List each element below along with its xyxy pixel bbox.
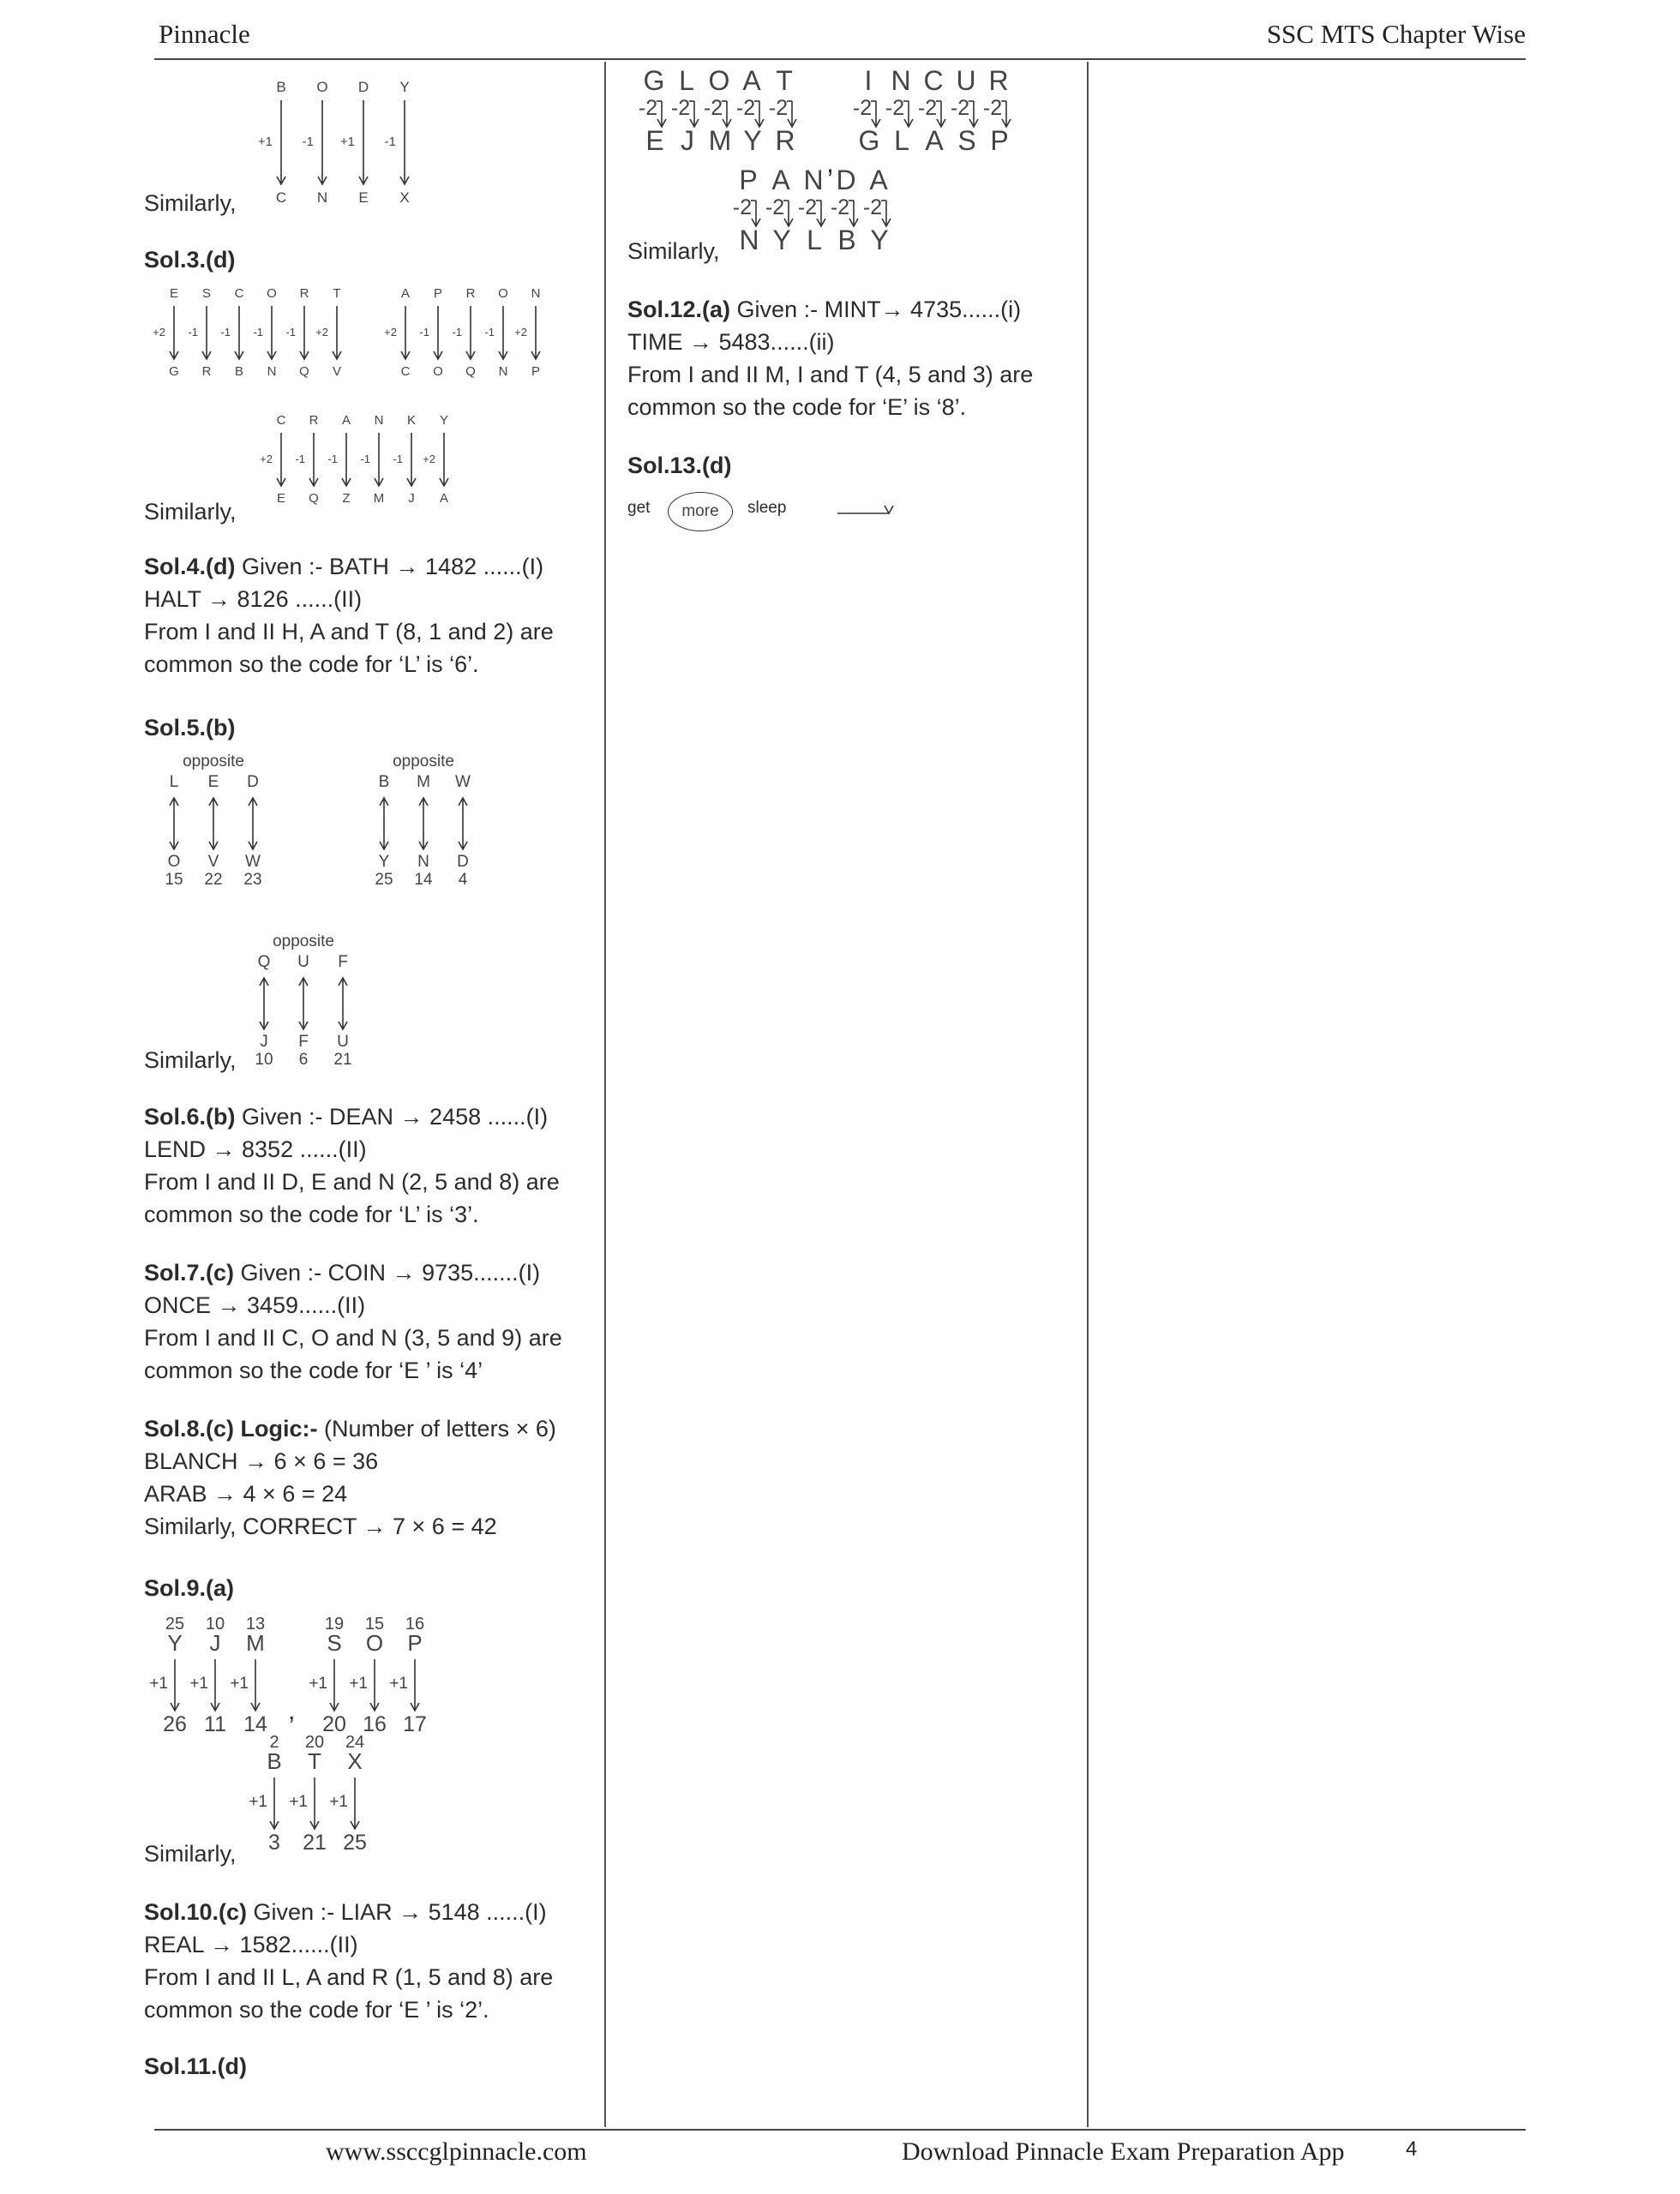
result-letter: J <box>260 1033 268 1051</box>
result-letter: Y <box>772 225 791 255</box>
top-letter: T <box>333 286 341 301</box>
top-letter: O <box>316 79 328 95</box>
shift-op: +1 <box>249 1793 267 1811</box>
top-letter: A <box>742 65 763 96</box>
result-number: 11 <box>204 1712 226 1736</box>
result-number: 20 <box>322 1712 346 1736</box>
comma: , <box>288 1697 296 1725</box>
result-letter: U <box>337 1033 349 1051</box>
result-number: 3 <box>268 1831 280 1855</box>
solution-text: BLANCH → 6 × 6 = 36 <box>144 1448 379 1474</box>
shift-op: +1 <box>257 134 273 149</box>
solution-heading: Sol.5.(b) <box>144 715 236 740</box>
result-letter: Y <box>870 225 889 255</box>
opposite-label: opposite <box>393 752 454 770</box>
result-letter: R <box>201 364 212 379</box>
sol-12 <box>627 293 1033 423</box>
shift-op: -2 <box>830 195 850 219</box>
result-letter: A <box>439 491 448 506</box>
solution-text: From I and II H, A and T (8, 1 and 2) are <box>144 619 554 644</box>
solution-text: common so the code for ‘L’ is ‘6’. <box>144 651 479 677</box>
top-letter: M <box>417 773 430 791</box>
top-letter: O <box>498 286 508 301</box>
result-letter: N <box>739 225 759 255</box>
top-letter: Y <box>167 1630 183 1656</box>
result-number: 26 <box>163 1712 187 1736</box>
shift-op: -2 <box>982 96 1003 120</box>
solution-text: Given :- LIAR → 5148 ......(I) <box>247 1899 547 1925</box>
diagram-code-more <box>627 62 628 63</box>
code-word: sleep <box>747 499 787 517</box>
result-letter: F <box>298 1033 309 1051</box>
opposite-label: opposite <box>273 932 334 950</box>
shift-op: +2 <box>260 452 273 465</box>
solution-text: common so the code for ‘L’ is ‘3’. <box>144 1202 479 1227</box>
column-3 <box>1107 62 1557 2127</box>
result-letter: C <box>400 364 411 379</box>
solution-text: Given :- MINT→ 4735......(i) <box>730 297 1022 322</box>
shift-op: +1 <box>309 1675 327 1693</box>
top-letter: Y <box>439 413 448 428</box>
shift-op: +1 <box>339 134 355 149</box>
result-letter: J <box>408 491 415 506</box>
solution-text: Given :- COIN → 9735.......(I) <box>234 1260 541 1286</box>
header-right: SSC MTS Chapter Wise <box>1266 19 1526 49</box>
result-letter: V <box>332 364 341 379</box>
result-letter: V <box>207 853 219 871</box>
solution-text: Similarly, CORRECT → 7 × 6 = 42 <box>144 1514 497 1539</box>
shift-op: +1 <box>289 1793 308 1811</box>
result-number: 14 <box>243 1712 267 1736</box>
top-letter: R <box>465 286 476 301</box>
shift-op: -2 <box>670 96 691 120</box>
place-value: 20 <box>304 1733 325 1752</box>
result-letter: D <box>457 853 469 871</box>
code-word: get <box>627 499 651 517</box>
top-letter: N <box>803 165 825 195</box>
solution-text: From I and II L, A and R (1, 5 and 8) are <box>144 1964 554 1990</box>
similarly-label: Similarly, <box>144 190 237 216</box>
sol-3 <box>144 243 236 276</box>
solution-text: REAL → 1582......(II) <box>144 1932 358 1957</box>
shift-op: -1 <box>220 325 231 339</box>
result-letter: E <box>276 491 285 506</box>
top-letter: L <box>679 65 696 96</box>
place-value: 25 <box>165 1615 185 1634</box>
shift-op: -1 <box>295 452 305 465</box>
result-letter: J <box>681 125 694 156</box>
shift-op: +2 <box>514 325 527 339</box>
top-letter: G <box>643 65 667 96</box>
top-letter: D <box>357 79 369 95</box>
shift-op: -1 <box>484 325 495 339</box>
sol-5 <box>144 711 236 744</box>
place-value: 21 <box>333 1051 352 1069</box>
circled-word-more: more <box>668 492 733 531</box>
shift-op: -1 <box>360 452 370 465</box>
top-letter: T <box>776 65 795 96</box>
shift-op: -2 <box>797 195 818 219</box>
solution-text: Given :- BATH → 1482 ......(I) <box>235 554 544 579</box>
result-letter: L <box>807 225 822 255</box>
result-number: 16 <box>363 1712 387 1736</box>
solution-text: ARAB → 4 × 6 = 24 <box>144 1481 348 1507</box>
place-value: 4 <box>458 871 468 889</box>
top-letter: Y <box>399 79 410 95</box>
shift-op: -2 <box>735 96 756 120</box>
shift-op: -1 <box>285 325 296 339</box>
place-value: 14 <box>414 871 433 889</box>
top-letter: B <box>276 79 286 95</box>
result-number: 17 <box>403 1712 427 1736</box>
top-letter: B <box>267 1748 282 1774</box>
column-divider-1 <box>604 62 606 2127</box>
place-value: 6 <box>298 1051 309 1069</box>
result-letter: A <box>925 125 944 156</box>
result-letter: M <box>708 125 732 156</box>
shift-op: -2 <box>917 96 938 120</box>
shift-op: +1 <box>189 1675 208 1693</box>
top-letter: D <box>247 773 259 791</box>
shift-op: -2 <box>885 96 905 120</box>
solution-heading: Sol.12.(a) <box>627 297 731 322</box>
place-value: 15 <box>165 871 183 889</box>
result-letter: O <box>167 853 181 871</box>
solution-text: HALT → 8126 ......(II) <box>144 586 363 612</box>
sol-4 <box>144 550 554 680</box>
sol-13 <box>627 449 732 482</box>
shift-op: -1 <box>452 325 462 339</box>
shift-op: -2 <box>862 195 883 219</box>
place-value: 25 <box>375 871 393 889</box>
top-letter: O <box>267 286 277 301</box>
result-letter: C <box>275 189 287 206</box>
result-letter: M <box>373 491 385 506</box>
result-letter: Q <box>309 491 319 506</box>
shift-op: +1 <box>349 1675 368 1693</box>
place-value: 22 <box>204 871 223 889</box>
shift-op: -1 <box>393 452 403 465</box>
solution-text: common so the code for ‘E’ is ‘8’. <box>627 394 967 420</box>
result-letter: Q <box>465 364 476 379</box>
top-letter: I <box>864 65 874 96</box>
top-letter: X <box>347 1748 363 1774</box>
top-letter: S <box>201 286 211 301</box>
shift-op: +2 <box>315 325 328 339</box>
place-value: 10 <box>205 1615 225 1634</box>
shift-op: -2 <box>768 96 789 120</box>
comma: , <box>826 147 834 178</box>
result-letter: X <box>399 189 410 206</box>
shift-op: +1 <box>149 1675 168 1693</box>
header-left: Pinnacle <box>159 19 250 49</box>
solution-text: common so the code for ‘E ’ is ‘4’ <box>144 1358 483 1383</box>
result-letter: W <box>245 853 261 871</box>
solution-heading: Sol.10.(c) <box>144 1899 248 1925</box>
result-letter: P <box>531 364 540 379</box>
solution-heading: Sol.13.(d) <box>627 453 732 478</box>
top-letter: R <box>299 286 309 301</box>
place-value: 10 <box>255 1051 273 1069</box>
top-letter: U <box>956 65 978 96</box>
shift-op: -1 <box>327 452 338 465</box>
top-letter: N <box>374 413 384 428</box>
top-letter: O <box>708 65 732 96</box>
top-letter: T <box>308 1748 321 1774</box>
solution-text: TIME → 5483......(ii) <box>627 329 835 355</box>
shift-op: +1 <box>230 1675 249 1693</box>
sol-6 <box>144 1100 560 1231</box>
result-letter: B <box>837 225 856 255</box>
shift-op: -2 <box>638 96 658 120</box>
sol-8 <box>144 1412 556 1543</box>
top-letter: P <box>739 165 759 195</box>
top-letter: E <box>207 773 219 791</box>
footer-app: Download Pinnacle Exam Preparation App <box>902 2137 1345 2166</box>
place-value: 16 <box>405 1615 425 1634</box>
result-letter: Z <box>342 491 351 506</box>
shift-op: -1 <box>302 134 314 149</box>
top-letter: K <box>406 413 416 428</box>
column-2 <box>627 62 1086 2127</box>
solution-text: common so the code for ‘E ’ is ‘2’. <box>144 1997 489 2023</box>
similarly-label: Similarly, <box>144 1841 237 1867</box>
result-number: 25 <box>343 1831 367 1855</box>
result-letter: B <box>234 364 243 379</box>
top-letter: P <box>407 1630 423 1656</box>
place-value: 2 <box>269 1733 279 1752</box>
result-letter: Y <box>378 853 390 871</box>
result-letter: R <box>775 125 795 156</box>
top-letter: R <box>309 413 319 428</box>
shift-op: +1 <box>389 1675 408 1693</box>
result-letter: Q <box>299 364 309 379</box>
diagram-btx <box>144 62 145 63</box>
top-letter: M <box>246 1630 265 1656</box>
top-letter: F <box>338 953 348 971</box>
result-letter: E <box>645 125 664 156</box>
solution-heading: Sol.8.(c) Logic:- <box>144 1416 318 1442</box>
result-letter: Y <box>743 125 762 156</box>
solution-heading: Sol.6.(b) <box>144 1104 236 1130</box>
shift-op: -2 <box>852 96 873 120</box>
similarly-label: Similarly, <box>144 499 237 525</box>
result-letter: P <box>990 125 1009 156</box>
solution-heading: Sol.9.(a) <box>144 1575 235 1601</box>
top-letter: Q <box>257 953 271 971</box>
shift-op: -2 <box>732 195 753 219</box>
shift-op: -1 <box>419 325 429 339</box>
sol-9 <box>144 1572 234 1604</box>
place-value: 19 <box>324 1615 345 1634</box>
result-letter: L <box>894 125 909 156</box>
solution-text: LEND → 8352 ......(II) <box>144 1136 367 1162</box>
place-value: 24 <box>345 1733 365 1752</box>
top-letter: E <box>169 286 178 301</box>
top-letter: S <box>327 1630 342 1656</box>
top-letter: C <box>276 413 286 428</box>
result-letter: N <box>267 364 277 379</box>
top-letter: D <box>836 165 858 195</box>
solution-heading: Sol.11.(d) <box>144 2053 248 2079</box>
top-letter: C <box>234 286 244 301</box>
shift-op: +1 <box>329 1793 348 1811</box>
column-1 <box>144 62 594 2127</box>
shift-op: -1 <box>253 325 263 339</box>
top-letter: J <box>209 1630 221 1656</box>
page-number: 4 <box>1406 2137 1418 2161</box>
solution-text: (Number of letters × 6) <box>317 1416 556 1442</box>
top-letter: R <box>988 65 1011 96</box>
solution-text: From I and II D, E and N (2, 5 and 8) are <box>144 1169 560 1195</box>
top-letter: A <box>341 413 351 428</box>
solution-heading: Sol.7.(c) <box>144 1260 235 1286</box>
opposite-label: opposite <box>183 752 244 770</box>
top-letter: W <box>455 773 471 791</box>
result-letter: O <box>433 364 443 379</box>
solution-text: ONCE → 3459......(II) <box>144 1292 366 1318</box>
result-letter: N <box>316 189 328 206</box>
top-letter: O <box>365 1630 384 1656</box>
sol-10 <box>144 1896 553 2026</box>
solution-text: From I and II C, O and N (3, 5 and 9) are <box>144 1325 562 1351</box>
top-letter: N <box>531 286 541 301</box>
sol-11 <box>144 2050 247 2083</box>
footer-site: www.ssccglpinnacle.com <box>326 2137 587 2166</box>
top-letter: A <box>771 165 792 195</box>
result-letter: S <box>957 125 976 156</box>
top-letter: A <box>869 165 890 195</box>
result-letter: N <box>498 364 508 379</box>
similarly-label: Similarly, <box>144 1047 237 1073</box>
solution-text: Given :- DEAN → 2458 ......(I) <box>235 1104 549 1130</box>
result-letter: G <box>858 125 880 156</box>
shift-op: -2 <box>765 195 785 219</box>
top-letter: A <box>400 286 410 301</box>
shift-op: -1 <box>188 325 198 339</box>
top-letter: B <box>378 773 390 791</box>
footer-rule <box>154 2129 1526 2131</box>
sol-7 <box>144 1256 562 1387</box>
arrow-head <box>885 506 893 513</box>
shift-op: +2 <box>153 325 165 339</box>
header-rule <box>154 58 1526 60</box>
shift-op: +2 <box>423 452 435 465</box>
solution-heading: Sol.4.(d) <box>144 554 236 579</box>
shift-op: -2 <box>950 96 970 120</box>
place-value: 15 <box>364 1615 385 1634</box>
similarly-label: Similarly, <box>627 238 720 264</box>
solution-text: From I and II M, I and T (4, 5 and 3) are <box>627 362 1034 387</box>
result-letter: N <box>417 853 429 871</box>
shift-op: +2 <box>384 325 397 339</box>
top-letter: P <box>433 286 442 301</box>
place-value: 23 <box>243 871 262 889</box>
shift-op: -2 <box>703 96 723 120</box>
top-letter: N <box>891 65 913 96</box>
solution-heading: Sol.3.(d) <box>144 247 236 273</box>
top-letter: L <box>169 773 179 791</box>
place-value: 13 <box>245 1615 266 1634</box>
result-letter: G <box>169 364 179 379</box>
top-letter: U <box>297 953 309 971</box>
column-divider-2 <box>1087 62 1089 2127</box>
result-number: 21 <box>303 1831 327 1855</box>
shift-op: -1 <box>384 134 396 149</box>
result-letter: E <box>358 189 369 206</box>
top-letter: C <box>923 65 945 96</box>
